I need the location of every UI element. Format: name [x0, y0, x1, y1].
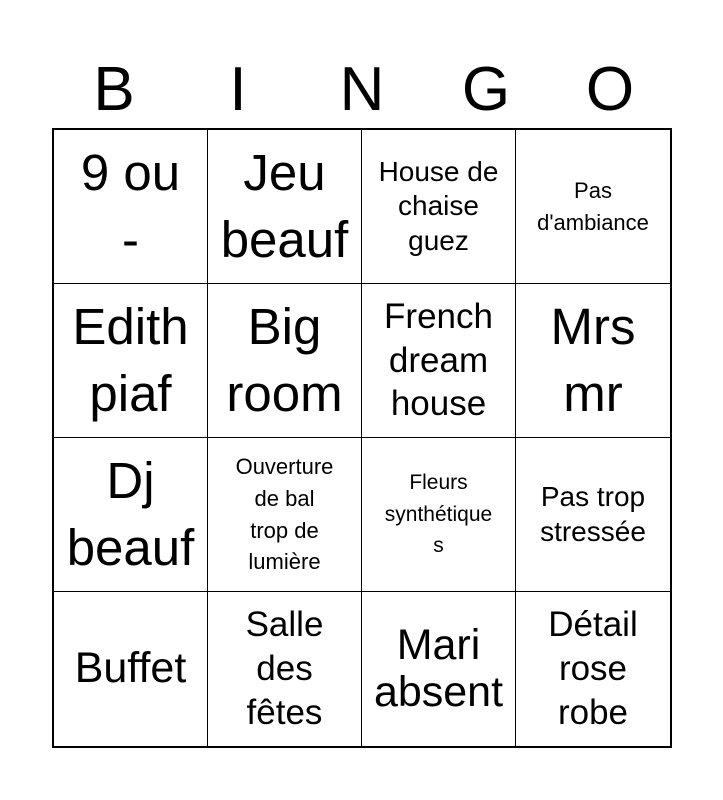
- header-letter-i: I: [229, 55, 247, 124]
- bingo-cell-r3-c3[interactable]: Fleurs synthétique s: [362, 438, 516, 592]
- bingo-cell-r4-c1[interactable]: Buffet: [54, 592, 208, 746]
- bingo-cell-r1-c1[interactable]: 9 ou -: [54, 130, 208, 284]
- bingo-cell-r3-c2[interactable]: Ouverture de bal trop de lumière: [208, 438, 362, 592]
- bingo-cell-r4-c2[interactable]: Salle des fêtes: [208, 592, 362, 746]
- bingo-cell-r3-c4[interactable]: Pas trop stressée: [516, 438, 670, 592]
- bingo-cell-r1-c3[interactable]: House de chaise guez: [362, 130, 516, 284]
- header-letter-n: N: [339, 55, 385, 124]
- bingo-cell-r2-c1[interactable]: Edith piaf: [54, 284, 208, 438]
- bingo-cell-r1-c4[interactable]: Pas d'ambiance: [516, 130, 670, 284]
- bingo-cell-r2-c3[interactable]: French dream house: [362, 284, 516, 438]
- bingo-cell-r3-c1[interactable]: Dj beauf: [54, 438, 208, 592]
- header-letter-g: G: [461, 55, 511, 124]
- bingo-cell-r4-c3[interactable]: Mari absent: [362, 592, 516, 746]
- header-letter-o: O: [585, 55, 635, 124]
- bingo-cell-r2-c2[interactable]: Big room: [208, 284, 362, 438]
- bingo-cell-r2-c4[interactable]: Mrs mr: [516, 284, 670, 438]
- header-letter-b: B: [93, 55, 135, 124]
- bingo-cell-r1-c2[interactable]: Jeu beauf: [208, 130, 362, 284]
- bingo-cell-r4-c4[interactable]: Détail rose robe: [548, 605, 638, 732]
- bingo-grid: [52, 128, 672, 748]
- bingo-header: [52, 52, 672, 128]
